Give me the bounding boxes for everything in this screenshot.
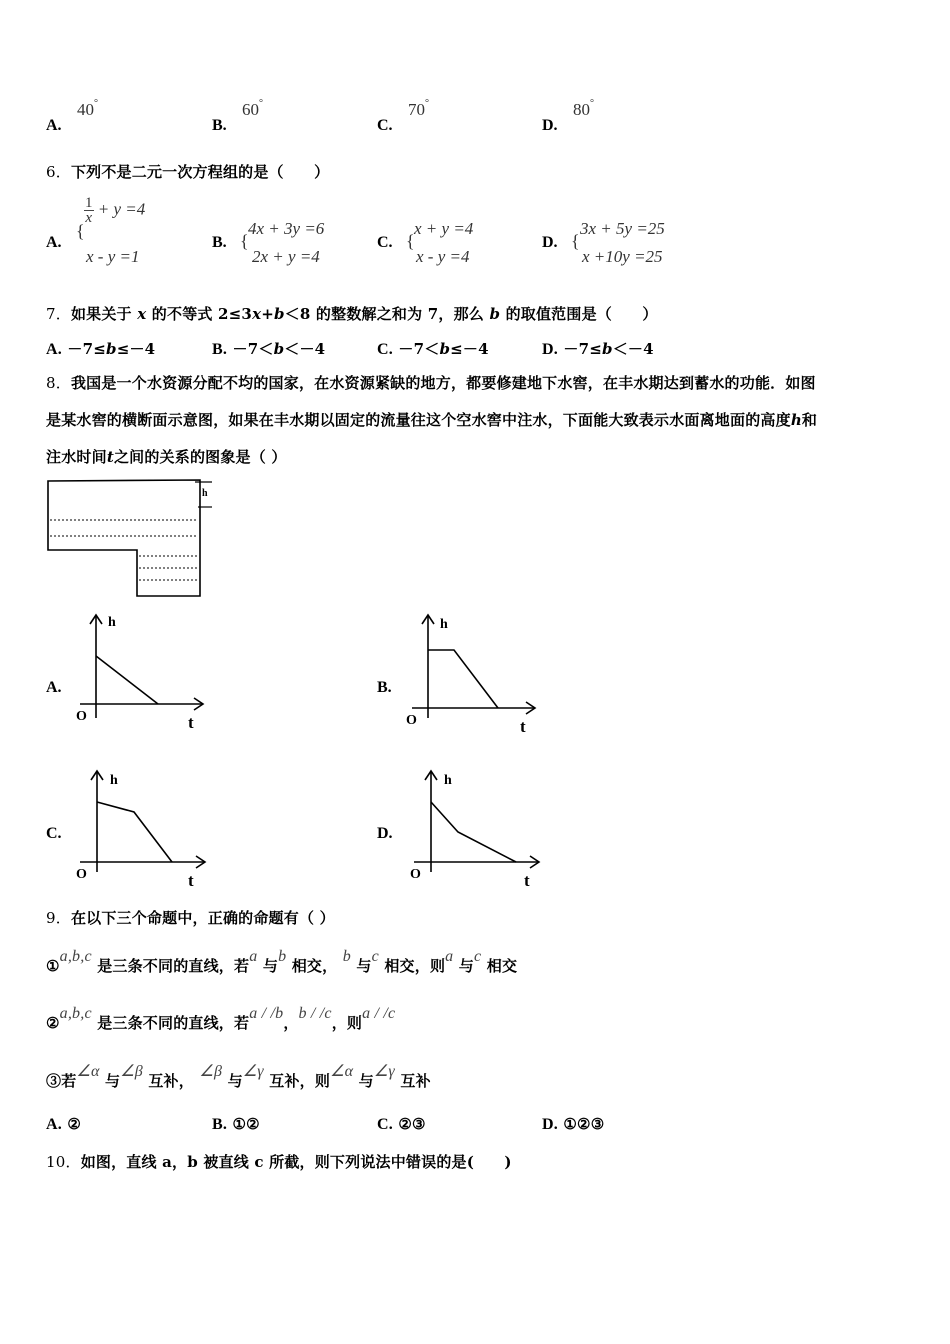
equation-rest: + y =4: [93, 199, 146, 219]
q7-option-a[interactable]: [46, 338, 155, 359]
q8-stem-line2: [46, 409, 817, 430]
q9-option-c[interactable]: [377, 1115, 426, 1134]
option-text: ≤－4: [450, 340, 489, 358]
axis-label-t: t: [524, 871, 530, 888]
q8-graph-c: [70, 764, 220, 888]
q6-c-line2: [416, 247, 469, 267]
math-expr: b: [342, 948, 351, 965]
question-text: 的取值范围是（ ）: [505, 305, 658, 323]
proposition-text: ，则: [331, 1014, 363, 1032]
question-text: 是某水窖的横断面示意图，如果在丰水期以固定的流量往这个空水窖中注水，下面能大致表示水面离地面的高度: [46, 411, 791, 429]
option-label: D.: [542, 1116, 558, 1133]
q6-stem: [46, 161, 329, 182]
graph-line: [431, 802, 516, 862]
math-expr: a: [445, 948, 454, 965]
option-label: C.: [377, 234, 393, 251]
question-text: 和: [801, 411, 818, 429]
proposition-text: 与: [262, 957, 279, 975]
q6-b-line2: [252, 247, 320, 267]
equation: 3x + 5y =25: [580, 219, 665, 238]
degree-symbol: °: [94, 98, 98, 109]
brace-symbol: {: [571, 231, 580, 251]
graph-line: [97, 802, 172, 862]
option-text: －7≤: [563, 340, 603, 358]
math-expr: ∠β: [120, 1063, 143, 1080]
question-text: 注水时间: [46, 448, 107, 466]
equation: x - y =4: [416, 247, 470, 266]
q10-stem: [46, 1151, 512, 1172]
option-label: D.: [377, 825, 393, 842]
q8-option-a[interactable]: [46, 678, 62, 697]
equation: x +10y =25: [582, 247, 663, 266]
proposition-text: 与: [458, 957, 474, 975]
equation: x + y =4: [414, 219, 474, 238]
axis-label-t: t: [188, 713, 194, 732]
q5-option-b[interactable]: [212, 116, 227, 135]
option-label: B.: [212, 341, 228, 358]
axis-label-h: h: [440, 617, 448, 632]
question-number: 10．: [46, 1153, 81, 1171]
question-text: ＜8 的整数解之和为 7，那么: [284, 305, 484, 323]
axis-label-h: h: [108, 615, 116, 630]
q8-cistern-figure: [40, 474, 220, 604]
variable: x: [137, 305, 147, 323]
math-expr: a / /b: [249, 1005, 284, 1022]
math-expr: ∠γ: [373, 1063, 395, 1080]
option-label: B.: [212, 234, 227, 251]
math-expr: a / /c: [362, 1005, 396, 1022]
math-expr: c: [371, 948, 379, 965]
q8-option-c[interactable]: [46, 824, 62, 843]
q6-a-line1: [84, 196, 145, 225]
brace-symbol: {: [406, 231, 415, 251]
degree-symbol: °: [590, 98, 594, 109]
option-text: －7＜: [232, 340, 274, 358]
option-label: A.: [46, 679, 62, 696]
variable: h: [790, 411, 802, 429]
question-text: 如图，直线 a，b 被直线 c 所截，则下列说法中错误的是( ): [80, 1153, 512, 1171]
math-expr: ∠γ: [242, 1063, 264, 1080]
q9-stem: [46, 907, 335, 928]
question-text: 我国是一个水资源分配不均的国家，在水资源紧缺的地方，都要修建地下水窖，在丰水期达到蓄水的功能．如图: [70, 374, 816, 392]
question-number: 9．: [46, 909, 71, 927]
proposition-text: 相交，: [291, 957, 338, 975]
proposition-mark: ②: [46, 1014, 60, 1032]
axis-label-h: h: [444, 773, 452, 788]
q6-c-line1: [414, 219, 473, 239]
variable: b: [439, 340, 451, 358]
math-expr: ∠α: [76, 1063, 100, 1080]
q9-proposition-1: [46, 948, 518, 976]
math-expr: ∠β: [199, 1063, 223, 1080]
variable: b: [602, 340, 613, 358]
option-label: D.: [542, 117, 558, 134]
equation: x - y =1: [86, 247, 140, 266]
q9-option-d[interactable]: [542, 1115, 604, 1134]
q5-option-b-value: [242, 100, 263, 120]
equation: 4x + 3y =6: [248, 219, 325, 238]
q7-option-c[interactable]: [377, 338, 489, 359]
variable: b: [489, 305, 501, 323]
question-number: 8．: [46, 374, 71, 392]
q7-option-b[interactable]: [212, 338, 325, 359]
proposition-text: 是三条不同的直线，若: [97, 957, 250, 975]
option-label: B.: [212, 1116, 228, 1133]
q8-option-d[interactable]: [377, 824, 393, 843]
proposition-text: 与: [356, 957, 372, 975]
q9-option-a[interactable]: [46, 1115, 81, 1134]
q8-stem-line3: [46, 446, 287, 467]
question-text: 在以下三个命题中，正确的命题有（ ）: [70, 909, 335, 927]
option-label: C.: [377, 117, 393, 134]
q5-option-d-value: [573, 100, 594, 120]
angle-value: 80: [573, 100, 590, 119]
option-value: ①②③: [563, 1115, 605, 1133]
axis-label-t: t: [188, 871, 194, 888]
question-text: 下列不是二元一次方程组的是（ ）: [70, 163, 330, 181]
proposition-mark: ③: [46, 1072, 62, 1090]
proposition-text: ，: [283, 1014, 299, 1032]
cistern-outline: [48, 480, 200, 596]
axis-label-h: h: [110, 773, 118, 788]
q8-graph-d: [404, 764, 554, 888]
option-label: A.: [46, 117, 62, 134]
q9-proposition-3: [46, 1063, 431, 1091]
q6-option-d[interactable]: [542, 233, 558, 252]
option-label: D.: [542, 341, 558, 358]
proposition-text: 互补，: [148, 1072, 194, 1090]
proposition-mark: ①: [46, 957, 60, 975]
option-label: A.: [46, 341, 62, 358]
proposition-text: 与: [105, 1072, 121, 1090]
q8-graph-b: [400, 610, 550, 734]
proposition-text: 互补: [400, 1072, 431, 1090]
proposition-text: 是三条不同的直线，若: [97, 1014, 250, 1032]
option-label: C.: [377, 1116, 393, 1133]
q9-option-b[interactable]: [212, 1115, 260, 1134]
option-text: ＜－4: [612, 340, 654, 358]
brace-symbol: {: [240, 231, 249, 251]
degree-symbol: °: [425, 98, 429, 109]
graph-line: [96, 656, 158, 704]
variable: b: [106, 340, 117, 358]
proposition-text: 与: [227, 1072, 243, 1090]
math-expr: a,b,c: [59, 948, 92, 965]
option-text: ＜－4: [284, 340, 326, 358]
proposition-text: 若: [61, 1072, 77, 1090]
question-number: 6．: [46, 163, 71, 181]
degree-symbol: °: [259, 98, 263, 109]
q9-proposition-2: [46, 1005, 396, 1033]
question-text: 的不等式 2≤3: [151, 305, 253, 323]
q5-option-c[interactable]: [377, 116, 393, 135]
math-expr: a: [249, 948, 258, 965]
q6-option-b[interactable]: [212, 233, 227, 252]
q7-option-d[interactable]: [542, 338, 654, 359]
math-expr: a,b,c: [59, 1005, 92, 1022]
q5-option-a-value: [77, 100, 98, 120]
option-label: B.: [377, 679, 392, 696]
q5-option-d[interactable]: [542, 116, 558, 135]
option-label: C.: [46, 825, 62, 842]
option-text: －7≤: [67, 340, 107, 358]
option-label: A.: [46, 1116, 62, 1133]
origin-label: O: [406, 713, 417, 728]
q6-option-c[interactable]: [377, 233, 393, 252]
option-value: ②: [67, 1115, 82, 1133]
q8-graph-a: [70, 610, 220, 734]
q6-a-line2: [86, 247, 139, 267]
angle-value: 60: [242, 100, 259, 119]
q5-option-a[interactable]: [46, 116, 62, 135]
variable: t: [106, 448, 114, 466]
option-label: A.: [46, 234, 62, 251]
option-text: －7＜: [398, 340, 440, 358]
q8-stem-line1: [46, 372, 816, 393]
option-value: ②③: [398, 1115, 426, 1133]
fraction-numerator: 1: [85, 195, 93, 211]
option-text: ≤－4: [116, 340, 156, 358]
equation: 2x + y =4: [252, 247, 320, 266]
variable: b: [273, 340, 285, 358]
brace-symbol: {: [76, 221, 85, 241]
option-label: C.: [377, 341, 393, 358]
math-expr: c: [474, 948, 482, 965]
q6-b-line1: [248, 219, 324, 239]
cistern-h-label: h: [202, 488, 208, 499]
q6-option-a[interactable]: [46, 233, 62, 252]
graph-line: [428, 650, 498, 708]
fraction-denominator: x: [85, 210, 93, 226]
option-value: ①②: [232, 1115, 260, 1133]
question-number: 7．: [46, 305, 71, 323]
origin-label: O: [76, 709, 87, 724]
fraction: [84, 196, 94, 225]
q6-d-line1: [580, 219, 665, 239]
origin-label: O: [410, 867, 421, 882]
origin-label: O: [76, 867, 87, 882]
q6-d-line2: [582, 247, 663, 267]
variable: x+b: [252, 305, 285, 323]
proposition-text: 互补，则: [269, 1072, 331, 1090]
question-text: 之间的关系的图象是（ ）: [113, 448, 287, 466]
proposition-text: 相交，则: [384, 957, 446, 975]
q5-option-c-value: [408, 100, 429, 120]
math-expr: ∠α: [330, 1063, 354, 1080]
axis-label-t: t: [520, 717, 526, 734]
math-expr: b / /c: [298, 1005, 332, 1022]
proposition-text: 与: [358, 1072, 374, 1090]
option-label: B.: [212, 117, 227, 134]
angle-value: 40: [77, 100, 94, 119]
option-label: D.: [542, 234, 558, 251]
proposition-text: 相交: [486, 957, 518, 975]
q7-stem: [46, 303, 658, 324]
math-expr: b: [278, 948, 287, 965]
question-text: 如果关于: [70, 305, 132, 323]
angle-value: 70: [408, 100, 425, 119]
q8-option-b[interactable]: [377, 678, 392, 697]
